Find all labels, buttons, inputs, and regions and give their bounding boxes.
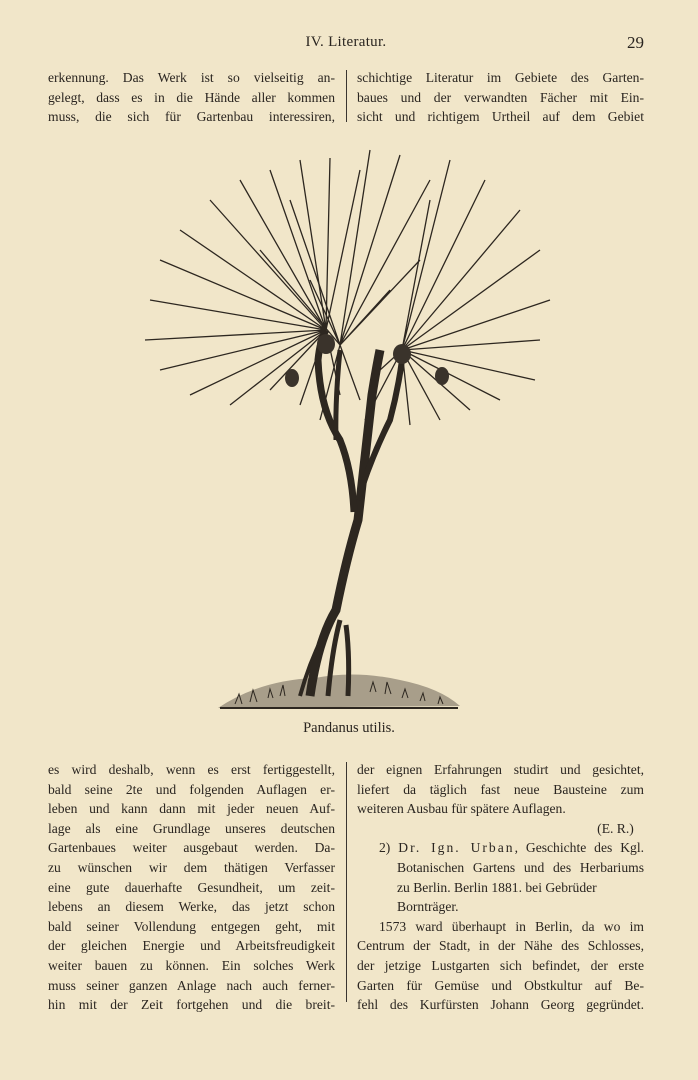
text-line: Botanischen Gartens und des Herbariums <box>397 859 644 875</box>
ground-mound <box>218 674 460 708</box>
bottom-right-column <box>357 760 644 1015</box>
text-line: lebens an diesem Werke, das jetzt schon <box>48 899 335 915</box>
text-line: Gartenbaues weiter ausgebaut werden. Da- <box>48 840 335 856</box>
text-line: der eignen Erfahrungen studirt und gesichtet, <box>357 762 644 777</box>
right-crown <box>365 160 550 425</box>
text-line: zu wünschen wir dem thätigen Verfasser <box>48 859 335 875</box>
entry-number: 2) <box>379 840 391 856</box>
text-line: muss, die sich für Gartenbau interessiren, <box>48 109 335 125</box>
text-line: bald seiner Vollendung entgegen geht, mit <box>48 918 335 934</box>
signature <box>357 819 644 839</box>
text-line: weiter bauen zu können. Ein solches Werk <box>48 957 335 973</box>
top-left-column <box>48 68 335 127</box>
text-line: fehl des Kurfürsten Johann Georg gegründet. <box>357 997 644 1013</box>
bibliography-entry-head <box>357 838 644 858</box>
figure-caption: Pandanus utilis. <box>303 720 395 736</box>
crown-base-right <box>393 344 411 364</box>
text-line: 1573 ward überhaupt in Berlin, da wo im <box>379 918 644 934</box>
text-line: liefert da täglich fast neue Bausteine zum <box>357 781 644 797</box>
text-line: Centrum der Stadt, in der Nähe des Schlosses, <box>357 938 644 954</box>
column-divider-top <box>346 70 347 122</box>
running-head <box>48 34 644 56</box>
pandanus-illustration <box>140 140 560 720</box>
entry-title: , Geschichte des Kgl. <box>514 840 644 856</box>
text-line: eine gute dauerhafte Gesundheit, um zeit- <box>48 879 335 895</box>
signature-text: (E. R.) <box>597 820 634 836</box>
text-line: es wird deshalb, wenn es erst fertiggestellt, <box>48 762 335 777</box>
page-number: 29 <box>627 33 644 52</box>
bottom-left-column <box>48 760 335 1015</box>
text-line: baues und der verwandten Fächer mit Ein- <box>357 89 644 105</box>
text-line: leben und kann dann mit jeder neuen Auf- <box>48 801 335 817</box>
text-line: hin mit der Zeit fortgehen und die breit- <box>48 997 335 1013</box>
text-line: sicht und richtigem Urtheil auf dem Gebiet <box>357 109 644 125</box>
entry-author: Dr. Ign. Urban <box>398 840 515 856</box>
text-line: schichtige Literatur im Gebiete des Garten- <box>357 70 644 85</box>
text-line: der gleichen Energie und Arbeitsfreudigkeit <box>48 938 335 954</box>
text-line: muss seiner ganzen Anlage nach auch ferner- <box>48 977 335 993</box>
text-line: lage als eine Grundlage unseres deutschen <box>48 820 335 836</box>
text-line: Bornträger. <box>397 899 459 915</box>
crown-base-left <box>317 334 335 354</box>
trunk <box>300 330 402 696</box>
text-line: bald seine 2te und folgenden Auflagen er- <box>48 781 335 797</box>
fruit-right <box>435 367 449 385</box>
text-line: weiteren Ausbau für spätere Auflagen. <box>357 801 566 817</box>
text-line: erkennung. Das Werk ist so vielseitig an- <box>48 70 335 85</box>
running-title: IV. Literatur. <box>305 34 387 50</box>
text-line: zu Berlin. Berlin 1881. bei Gebrüder <box>397 879 597 895</box>
text-line: der jetzige Lustgarten sich befindet, der erste <box>357 957 644 973</box>
left-crown <box>145 158 360 405</box>
fruit-left <box>285 369 299 387</box>
text-line: gelegt, dass es in die Hände aller kommen <box>48 89 335 105</box>
top-right-column <box>357 68 644 127</box>
text-line: Garten für Gemüse und Obstkultur auf Be- <box>357 977 644 993</box>
column-divider-bottom <box>346 762 347 1002</box>
